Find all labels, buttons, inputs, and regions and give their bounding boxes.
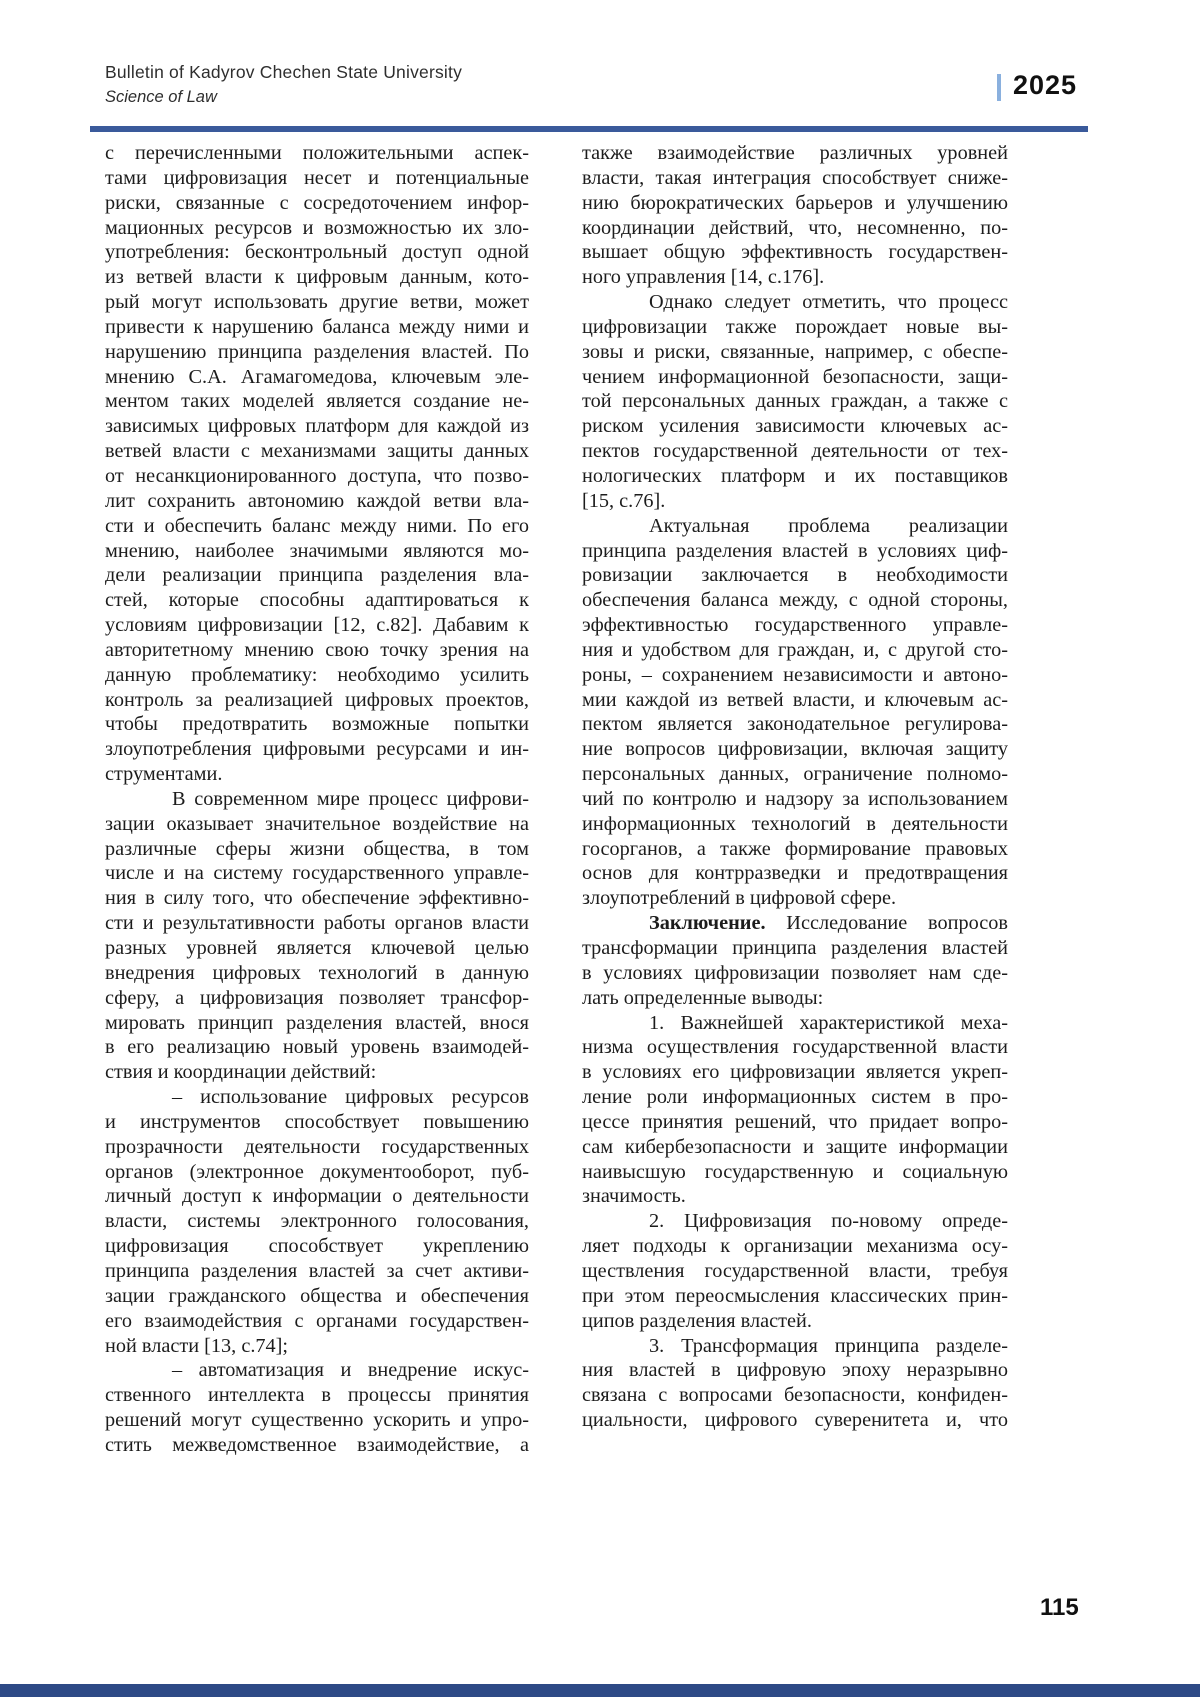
- text-line: в условиях его цифровизации является укреп-: [582, 1061, 1008, 1084]
- text-line: ного управления [14, с.176].: [582, 266, 825, 289]
- text-line: прозрачности деятельности государственных: [105, 1135, 529, 1158]
- left-column: [105, 141, 529, 1458]
- text-line: госорганов, а также формирование правовых: [582, 837, 1008, 860]
- page-number: 115: [1040, 1594, 1079, 1621]
- text-line: внедрения цифровых технологий в данную: [105, 961, 529, 984]
- text-line: принципа разделения властей за счет активи-: [105, 1259, 529, 1282]
- text-line: власти, системы электронного голосования,: [105, 1210, 529, 1233]
- text-line: зависимых цифровых платформ для каждой из: [105, 415, 529, 438]
- text-line: власти, такая интеграция способствует сниже-: [582, 166, 1008, 189]
- text-line: также взаимодействие различных уровней: [582, 142, 1008, 164]
- text-line: нарушению принципа разделения властей. По: [105, 340, 529, 363]
- footer-bar: [0, 1684, 1200, 1697]
- text-line: персональных данных, ограничение полномо-: [582, 763, 1008, 786]
- year-accent-tick: [997, 74, 1001, 101]
- text-line: 3. Трансформация принципа разделе-: [649, 1334, 1008, 1357]
- text-line: риском усиления зависимости ключевых ас-: [582, 415, 1008, 438]
- text-line: нологических платформ и их поставщиков: [582, 464, 1008, 487]
- text-line: эффективностью государственного управле-: [582, 614, 1008, 637]
- text-line: вышает общую эффективность государствен-: [582, 241, 1008, 264]
- text-line: мнению, наиболее значимыми являются мо-: [105, 539, 529, 562]
- text-line: струментами.: [105, 763, 223, 786]
- text-line: ние вопросов цифровизации, включая защиту: [582, 738, 1008, 761]
- text-line: тами цифровизация несет и потенциальные: [105, 166, 529, 189]
- text-line: ляет подходы к организации механизма осу-: [582, 1235, 1008, 1258]
- text-line: данную проблематику: необходимо усилить: [105, 663, 529, 686]
- text-line: зации оказывает значительное воздействие на: [105, 812, 529, 835]
- text-line: ной власти [13, с.74];: [105, 1334, 289, 1357]
- text-line: пектом является законодательное регулирова-: [582, 713, 1008, 736]
- text-line: контроль за реализацией цифровых проектов,: [105, 688, 529, 711]
- text-line: ветвей власти с механизмами защиты данных: [105, 440, 529, 463]
- text-line: привести к нарушению баланса между ними и: [105, 315, 529, 338]
- text-line: информационных технологий в деятельности: [582, 812, 1008, 835]
- text-line: цифровизации также порождает новые вы-: [582, 315, 1008, 338]
- text-line: пектов государственной деятельности от тех-: [582, 440, 1008, 463]
- text-line: 1. Важнейшей характеристикой меха-: [649, 1011, 1008, 1034]
- text-line: лать определенные выводы:: [582, 986, 824, 1009]
- text-line: злоупотреблений в цифровой сфере.: [582, 887, 897, 910]
- text-line: числе и на систему государственного управле-: [105, 862, 529, 885]
- text-line: риски, связанные с сосредоточением инфор-: [105, 191, 529, 214]
- text-line: чтобы предотвратить возможные попытки: [105, 713, 529, 736]
- text-line: сти и обеспечить баланс между ними. По его: [105, 514, 529, 537]
- text-line: от несанкционированного доступа, что позво-: [105, 464, 529, 487]
- text-line: употребления: бесконтрольный доступ одной: [105, 241, 529, 264]
- text-line: Заключение. Исследование вопросов: [649, 912, 1008, 935]
- text-line: мационных ресурсов и возможностью их зло-: [105, 216, 529, 239]
- text-line: и инструментов способствует повышению: [105, 1110, 529, 1133]
- text-line: ствия и координации действий:: [105, 1061, 377, 1084]
- text-line: – автоматизация и внедрение искус-: [172, 1359, 529, 1382]
- text-line: Актуальная проблема реализации: [649, 514, 1008, 537]
- text-line: связана с вопросами безопасности, конфиден-: [582, 1384, 1008, 1407]
- header-rule: [90, 126, 1088, 132]
- text-line: – использование цифровых ресурсов: [172, 1086, 529, 1109]
- text-line: различные сферы жизни общества, в том: [105, 837, 529, 860]
- text-line: решений могут существенно ускорить и упро-: [105, 1409, 529, 1432]
- text-line: ния и удобством для граждан, и, с другой сто-: [582, 638, 1008, 661]
- text-line: 2. Цифровизация по-новому опреде-: [649, 1210, 1008, 1233]
- text-line: ственного интеллекта в процессы принятия: [105, 1384, 529, 1407]
- text-line: трансформации принципа разделения властей: [582, 937, 1008, 959]
- text-line: из ветвей власти к цифровым данным, кото-: [105, 266, 529, 289]
- text-line: ципов разделения властей.: [582, 1309, 812, 1332]
- text-line: стить межведомственное взаимодействие, а: [105, 1433, 529, 1456]
- text-line: стей, которые способны адаптироваться к: [105, 589, 529, 612]
- text-line: дели реализации принципа разделения вла-: [105, 564, 529, 587]
- text-line: цифровизация способствует укреплению: [105, 1235, 529, 1258]
- text-line: при этом переосмысления классических прин-: [582, 1284, 1008, 1307]
- text-line: зации гражданского общества и обеспечения: [105, 1284, 529, 1307]
- journal-title: Bulletin of Kadyrov Chechen State University: [105, 62, 463, 82]
- text-line: обеспечения баланса между, с одной стороны,: [582, 589, 1008, 612]
- text-line: с перечисленными положительными аспек-: [105, 142, 529, 164]
- text-line: ния властей в цифровую эпоху неразрывно: [582, 1359, 1008, 1382]
- text-line: той персональных данных граждан, а также с: [582, 390, 1008, 413]
- journal-subtitle: Science of Law: [105, 88, 217, 106]
- text-line: ровизации заключается в необходимости: [582, 564, 1008, 587]
- text-line: личный доступ к информации о деятельности: [105, 1185, 529, 1208]
- text-line: координации действий, что, несомненно, по-: [582, 216, 1008, 239]
- text-line: в его реализацию новый уровень взаимодей-: [105, 1036, 529, 1059]
- text-line: условиям цифровизации [12, с.82]. Дабавим к: [105, 614, 529, 637]
- text-line: сферу, а цифровизация позволяет трансфор-: [105, 986, 529, 1009]
- text-line: лит сохранить автономию каждой ветви вла-: [105, 489, 529, 512]
- text-line: В современном мире процесс цифрови-: [172, 787, 529, 810]
- text-line: авторитетному мнению свою точку зрения на: [105, 638, 529, 661]
- text-line: мировать принцип разделения властей, внося: [105, 1011, 529, 1034]
- text-line: мии каждой из ветвей власти, и ключевым ас-: [582, 688, 1008, 711]
- text-line: наивысшую государственную и социальную: [582, 1160, 1008, 1183]
- text-line: зовы и риски, связанные, например, с обеспе-: [582, 340, 1008, 363]
- text-line: в условиях цифровизации позволяет нам сде-: [582, 961, 1008, 984]
- text-line: ментом таких моделей является создание не-: [105, 390, 529, 413]
- text-line: злоупотребления цифровыми ресурсами и ин-: [105, 738, 529, 761]
- text-line: рый могут использовать другие ветви, может: [105, 291, 529, 314]
- text-line: нию бюрократических барьеров и улучшению: [582, 191, 1008, 214]
- text-line: [15, с.76].: [582, 489, 666, 512]
- text-line: ния в силу того, что обеспечение эффективно-: [105, 887, 529, 910]
- text-line: сти и результативности работы органов власти: [105, 912, 529, 935]
- text-line: основ для контрразведки и предотвращения: [582, 862, 1008, 885]
- text-line: ществления государственной власти, требуя: [582, 1259, 1008, 1282]
- text-line: чением информационной безопасности, защи-: [582, 365, 1008, 388]
- text-line: цессе принятия решений, что придает вопро-: [582, 1110, 1008, 1133]
- text-line: роны, – сохранением независимости и автоно-: [582, 663, 1008, 686]
- text-line: разных уровней является ключевой целью: [105, 937, 529, 959]
- text-line: чий по контролю и надзору за использованием: [582, 787, 1008, 810]
- text-line: значимость.: [582, 1185, 686, 1208]
- text-line: ление роли информационных систем в про-: [582, 1086, 1008, 1109]
- text-line: сам кибербезопасности и защите информации: [582, 1135, 1008, 1158]
- text-line: низма осуществления государственной власти: [582, 1036, 1008, 1059]
- text-line: принципа разделения властей в условиях циф-: [582, 539, 1008, 562]
- text-line: органов (электронное документооборот, пуб-: [105, 1160, 529, 1183]
- text-line: мнению С.А. Агамагомедова, ключевым эле-: [105, 365, 529, 388]
- text-line: Однако следует отметить, что процесс: [649, 291, 1008, 314]
- text-line: циальности, цифрового суверенитета и, что: [582, 1409, 1008, 1432]
- publication-year: 2025: [1013, 70, 1078, 100]
- right-column: [582, 141, 1008, 1433]
- text-line: его взаимодействия с органами государствен-: [105, 1309, 529, 1332]
